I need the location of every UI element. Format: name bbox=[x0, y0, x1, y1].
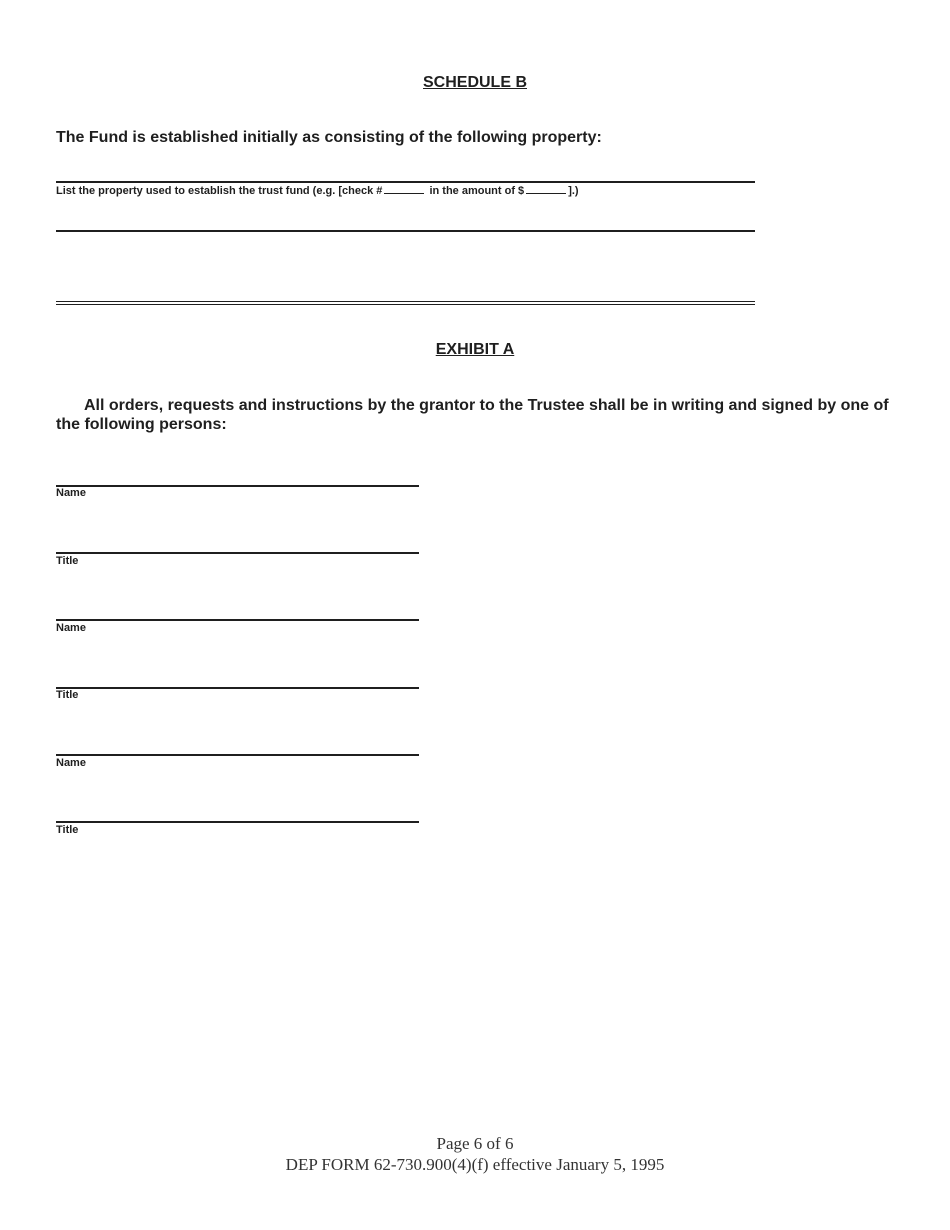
name-line[interactable] bbox=[56, 485, 419, 487]
title-label: Title bbox=[56, 555, 79, 567]
property-double-rule-bottom bbox=[56, 304, 755, 305]
instruction-part-1: List the property used to establish the trust fund (e.g. [check # bbox=[56, 185, 383, 197]
property-entry-line[interactable] bbox=[56, 230, 755, 232]
title-label: Title bbox=[56, 689, 79, 701]
name-line[interactable] bbox=[56, 619, 419, 621]
title-line[interactable] bbox=[56, 552, 419, 554]
page-number: Page 6 of 6 bbox=[436, 1134, 514, 1153]
title-label: Title bbox=[56, 824, 79, 836]
instruction-part-2: in the amount of $ bbox=[429, 185, 525, 197]
name-line[interactable] bbox=[56, 754, 419, 756]
exhibit-a-heading: EXHIBIT A bbox=[435, 341, 515, 358]
exhibit-a-paragraph: All orders, requests and instructions by the grantor to the Trustee shall be in writing and signed by one of the following persons: bbox=[56, 397, 889, 433]
schedule-b-heading: SCHEDULE B bbox=[422, 74, 527, 91]
title-line[interactable] bbox=[56, 687, 419, 689]
amount-blank[interactable] bbox=[526, 183, 566, 194]
schedule-b-lead-text: The Fund is established initially as consisting of the following property: bbox=[56, 129, 602, 146]
name-label: Name bbox=[56, 622, 86, 634]
instruction-part-3: ].) bbox=[568, 185, 579, 197]
title-line[interactable] bbox=[56, 821, 419, 823]
name-label: Name bbox=[56, 487, 86, 499]
form-reference: DEP FORM 62-730.900(4)(f) effective January 5, 1995 bbox=[285, 1155, 665, 1174]
check-number-blank[interactable] bbox=[384, 183, 424, 194]
property-instruction bbox=[56, 183, 579, 197]
property-double-rule-top bbox=[56, 301, 755, 302]
name-label: Name bbox=[56, 757, 86, 769]
